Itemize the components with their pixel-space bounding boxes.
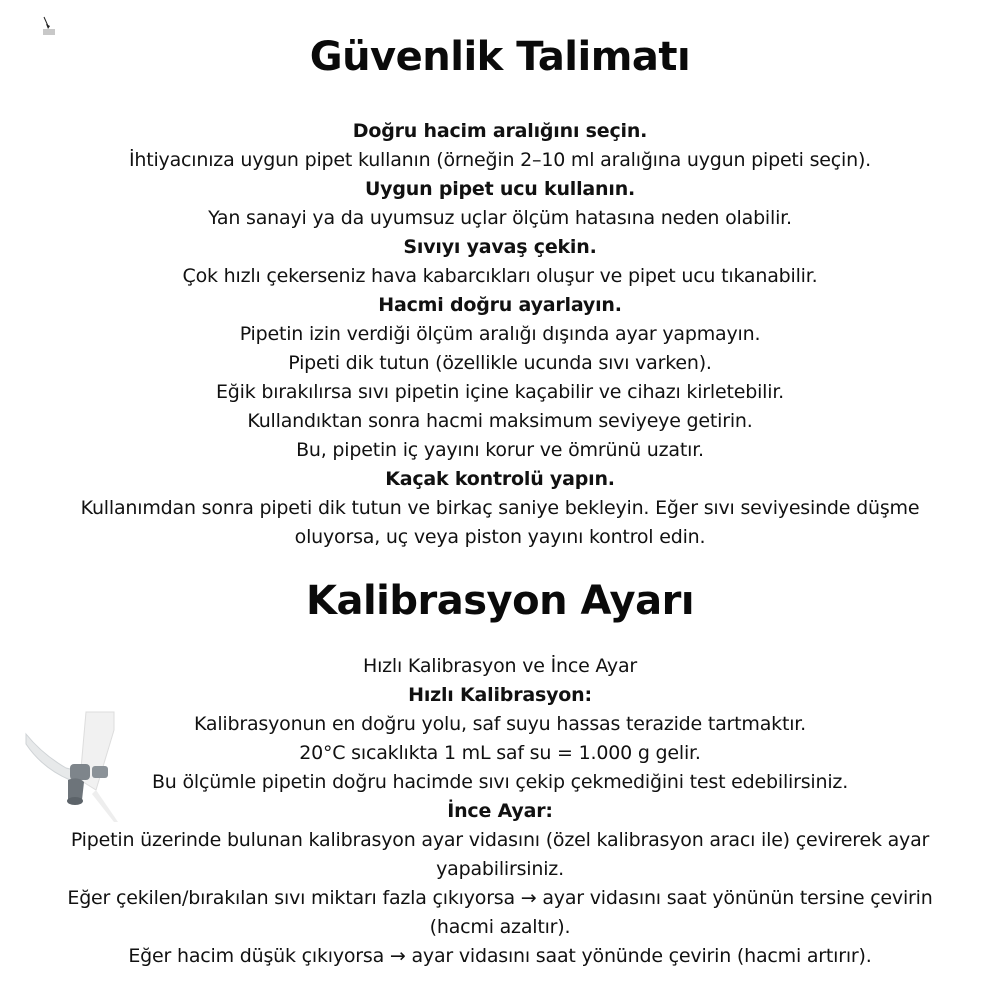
safety-line-heading: Sıvıyı yavaş çekin. [403,236,597,258]
calibration-line-text: Hızlı Kalibrasyon ve İnce Ayar [362,655,638,677]
safety-title: Güvenlik Talimatı [309,34,691,80]
safety-line-text: İhtiyacınıza uygun pipet kullanın (örneğin 2–10 ml aralığına uygun pipeti seçin). [128,149,872,171]
calibration-line-text: yapabilirsiniz. [436,858,564,880]
calibration-line-text: Bu ölçümle pipetin doğru hacimde sıvı çekip çekmediğini test edebilirsiniz. [151,771,849,793]
safety-line-heading: Kaçak kontrolü yapın. [385,468,615,490]
safety-line-text: Yan sanayi ya da uyumsuz uçlar ölçüm hatasına neden olabilir. [208,207,792,229]
calibration-line-text: Eğer hacim düşük çıkıyorsa → ayar vidasını saat yönünde çevirin (hacmi artırır). [128,945,872,967]
safety-line-text: Pipeti dik tutun (özellikle ucunda sıvı varken). [288,352,712,374]
calibration-title: Kalibrasyon Ayarı [305,578,695,624]
safety-line-text: Pipetin izin verdiği ölçüm aralığı dışında ayar yapmayın. [239,323,761,345]
safety-line-heading: Uygun pipet ucu kullanın. [364,178,636,200]
safety-instructions [20,117,980,552]
safety-line-text: Kullandıktan sonra hacmi maksimum seviyeye getirin. [247,410,753,432]
safety-line-text: Eğik bırakılırsa sıvı pipetin içine kaçabilir ve cihazı kirletebilir. [215,381,785,403]
calibration-line-text: Pipetin üzerinde bulunan kalibrasyon ayar vidasını (özel kalibrasyon aracı ile) çevirerek ayar [70,829,930,851]
safety-line-heading: Doğru hacim aralığını seçin. [352,120,648,142]
safety-line-heading: Hacmi doğru ayarlayın. [378,294,622,316]
calibration-line-text: Kalibrasyonun en doğru yolu, saf suyu hassas terazide tartmaktır. [193,713,807,735]
calibration-line-heading: İnce Ayar: [447,800,553,822]
calibration-line-text: 20°C sıcaklıkta 1 mL saf su = 1.000 g gelir. [299,742,701,764]
calibration-line-text: (hacmi azaltır). [429,916,571,938]
safety-line-text: oluyorsa, uç veya piston yayını kontrol edin. [294,526,706,548]
pipette-calibration-tool-illustration [24,710,118,822]
calibration-instructions [20,652,980,971]
safety-line-text: Bu, pipetin iç yayını korur ve ömrünü uzatır. [296,439,704,461]
calibration-line-heading: Hızlı Kalibrasyon: [408,684,592,706]
safety-line-text: Çok hızlı çekerseniz hava kabarcıkları oluşur ve pipet ucu tıkanabilir. [182,265,818,287]
calibration-line-text: Eğer çekilen/bırakılan sıvı miktarı fazla çıkıyorsa → ayar vidasını saat yönünün tersine çevirin [67,887,933,909]
safety-line-text: Kullanımdan sonra pipeti dik tutun ve birkaç saniye bekleyin. Eğer sıvı seviyesinde düşme [80,497,920,519]
